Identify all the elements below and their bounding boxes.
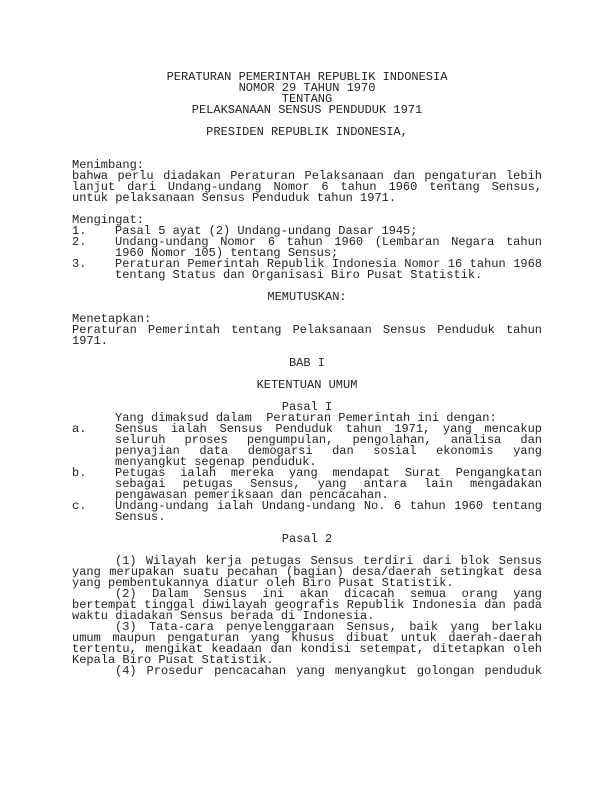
mengingat-item — [72, 237, 542, 259]
item-letter: b. — [72, 466, 87, 480]
mengingat-item — [72, 259, 542, 281]
pasal-2-paragraph: (2) Dalam Sensus ini akan dicacah semua orang yang bertempat tinggal diwilayah geografis Republik Indonesia dan pada waktu diadakan Sensus berada di Indonesia. — [72, 587, 542, 623]
title-line-3: TENTANG — [281, 92, 333, 106]
item-text: Pasal 5 ayat (2) Undang-undang Dasar 1945; — [115, 224, 418, 238]
pasal-2-paragraph: (4) Prosedur pencacahan yang menyangkut golongan penduduk — [115, 664, 542, 678]
menetapkan-text: Peraturan Pemerintah tentang Pelaksanaan Sensus Penduduk tahun 1971. — [72, 323, 542, 348]
bab-title: BAB I — [288, 356, 325, 370]
presiden-heading: PRESIDEN REPUBLIK INDONESIA, — [206, 125, 408, 139]
title-line-2: NOMOR 29 TAHUN 1970 — [238, 81, 376, 95]
menetapkan-label: Menetapkan: — [72, 312, 152, 326]
bab-subtitle: KETENTUAN UMUM — [256, 378, 358, 392]
pasal-1-title: Pasal I — [281, 400, 333, 414]
item-text: Undang-undang ialah Undang-undang No. 6 tahun 1960 tentang Sensus. — [115, 499, 542, 524]
pasal-1-item — [72, 501, 542, 523]
item-number: 2. — [72, 235, 87, 249]
pasal-2-paragraph: (1) Wilayah kerja petugas Sensus terdiri dari blok Sensus yang merupakan suatu pecahan (bagian) desa/daerah setingkat desa yang pembentukannya diatur oleh Biro Pusat Statistik. — [72, 554, 542, 590]
pasal-1-item — [72, 424, 542, 468]
mengingat-label: Mengingat: — [72, 213, 145, 227]
title-line-4: PELAKSANAAN SENSUS PENDUDUK 1971 — [191, 103, 423, 117]
item-text: Sensus ialah Sensus Penduduk tahun 1971, yang mencakup seluruh proses pengumpulan, pengolahan, analisa dan penyajian data demogarsi dan sosial ekonomis yang menyangkut segenap penduduk. — [115, 422, 542, 469]
title-line-1: PERATURAN PEMERINTAH REPUBLIK INDONESIA — [166, 70, 448, 84]
item-number: 1. — [72, 224, 87, 238]
item-letter: c. — [72, 499, 87, 513]
memutuskan-heading: MEMUTUSKAN: — [267, 290, 347, 304]
menimbang-text: bahwa perlu diadakan Peraturan Pelaksanaan dan pengaturan lebih lanjut dari Undang-undang Nomor 6 tahun 1960 tentang Sensus, untuk pelaksanaan Sensus Penduduk tahun 1971. — [72, 169, 542, 205]
item-text: Peraturan Pemerintah Republik Indonesia Nomor 16 tahun 1968 tentang Status dan Organisasi Biro Pusat Statistik. — [115, 257, 542, 282]
pasal-1-item — [72, 468, 542, 501]
item-text: Petugas ialah mereka yang mendapat Surat Pengangkatan sebagai petugas Sensus, yang antara lain mengadakan pengawasan pemeriksaan dan pencacahan. — [115, 466, 542, 502]
item-letter: a. — [72, 422, 87, 436]
menimbang-label: Menimbang: — [72, 158, 145, 172]
pasal-1-intro: Yang dimaksud dalam Peraturan Pemerintah ini dengan: — [115, 411, 497, 425]
item-number: 3. — [72, 257, 87, 271]
pasal-2-title: Pasal 2 — [281, 532, 333, 546]
pasal-2-paragraph: (3) Tata-cara penyelenggaraan Sensus, baik yang berlaku umum maupun pengaturan yang khusus dibuat untuk daerah-daerah tertentu, mengikat keadaan dan kondisi setempat, ditetapkan oleh Kepala Biro Pusat Statistik. — [72, 620, 542, 667]
item-text: Undang-undang Nomor 6 tahun 1960 (Lembaran Negara tahun 1960 Nomor 105) tentang Sensus; — [115, 235, 542, 260]
document-page — [72, 72, 542, 677]
